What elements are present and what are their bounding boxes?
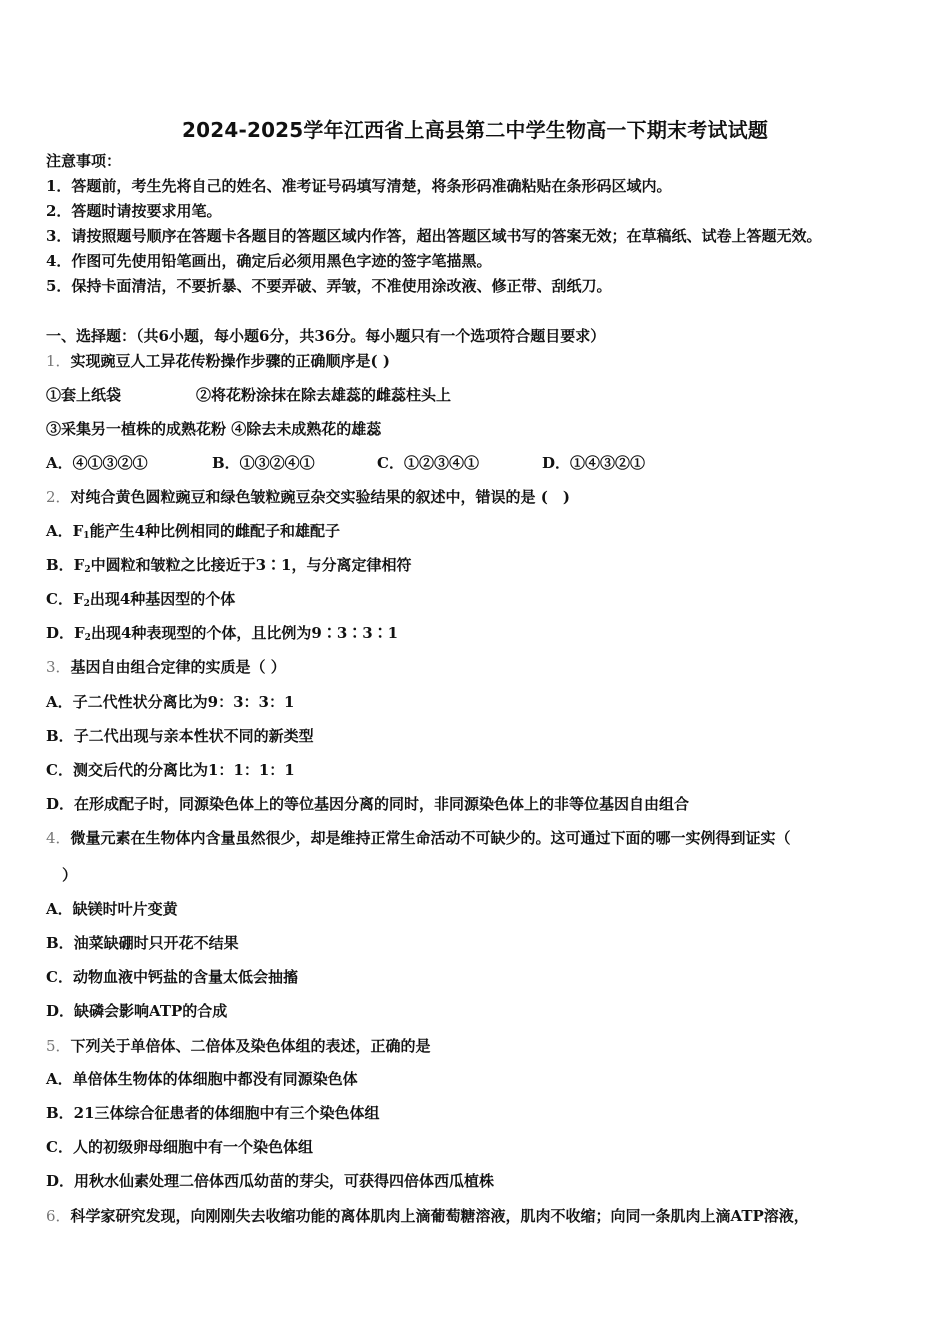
question-stem: 基因自由组合定律的实质是（ ） xyxy=(70,658,286,676)
q2-option-d xyxy=(46,623,398,648)
q5-option-d: D．用秋水仙素处理二倍体西瓜幼苗的芽尖，可获得四倍体西瓜植株 xyxy=(46,1172,495,1190)
option-text: 能产生4种比例相同的雌配子和雄配子 xyxy=(89,522,341,540)
question-number: 5． xyxy=(46,1037,71,1055)
subscript: 2 xyxy=(83,599,90,609)
q3-option-a: A．子二代性状分离比为9：3：3：1 xyxy=(46,693,295,711)
question-2 xyxy=(46,487,570,507)
question-number: 6． xyxy=(46,1207,71,1225)
option-prefix: D．F xyxy=(46,624,85,642)
q1-option-a: A．④①③②① xyxy=(46,454,148,472)
q4-option-b: B．油菜缺硼时只开花不结果 xyxy=(46,934,239,952)
option-prefix: B．F xyxy=(46,556,85,574)
subscript: 1 xyxy=(83,531,90,541)
question-number: 2． xyxy=(46,488,71,506)
q2-option-b xyxy=(46,555,411,580)
q1-option-b: B．①③②④① xyxy=(212,454,315,472)
question-number: 4． xyxy=(46,829,71,847)
q4-stem-end: ） xyxy=(62,866,78,884)
q3-option-b: B．子二代出现与亲本性状不同的新类型 xyxy=(46,727,314,745)
page-title: 2024-2025学年江西省上高县第二中学生物高一下期末考试试题 xyxy=(181,118,769,142)
question-stem: 下列关于单倍体、二倍体及染色体组的表述，正确的是 xyxy=(70,1037,431,1055)
section-heading: 一、选择题：（共6小题，每小题6分，共36分。每小题只有一个选项符合题目要求） xyxy=(46,327,606,345)
q5-option-c: C．人的初级卵母细胞中有一个染色体组 xyxy=(46,1138,313,1156)
notice-item: 1．答题前，考生先将自己的姓名、准考证号码填写清楚，将条形码准确粘贴在条形码区域内。 xyxy=(46,177,672,195)
question-6 xyxy=(46,1206,809,1226)
notice-item: 3．请按照题号顺序在答题卡各题目的答题区域内作答，超出答题区域书写的答案无效；在草稿纸、试卷上答题无效。 xyxy=(46,227,822,245)
q5-option-b: B．21三体综合征患者的体细胞中有三个染色体组 xyxy=(46,1104,380,1122)
q1-step-3-4: ③采集另一植株的成熟花粉 ④除去未成熟花的雄蕊 xyxy=(46,420,382,438)
option-text: 中圆粒和皱粒之比接近于3∶1，与分离定律相符 xyxy=(90,556,412,574)
question-number: 3． xyxy=(46,658,71,676)
notice-item: 5．保持卡面清洁，不要折暴、不要弄破、弄皱，不准使用涂改液、修正带、刮纸刀。 xyxy=(46,277,612,295)
q5-option-a: A．单倍体生物体的体细胞中都没有同源染色体 xyxy=(46,1070,358,1088)
q1-step-1: ①套上纸袋 xyxy=(46,386,122,404)
q4-option-c: C．动物血液中钙盐的含量太低会抽搐 xyxy=(46,968,298,986)
subscript: 2 xyxy=(84,565,91,575)
question-number: 1． xyxy=(46,352,71,370)
q2-option-c xyxy=(46,589,235,614)
question-5 xyxy=(46,1036,431,1056)
question-1 xyxy=(46,351,390,371)
option-text: 出现4种表现型的个体，且比例为9∶3∶3∶1 xyxy=(90,624,399,642)
q3-option-d: D．在形成配子时，同源染色体上的等位基因分离的同时，非同源染色体上的非等位基因自由组合 xyxy=(46,795,690,813)
q3-option-c: C．测交后代的分离比为1：1：1：1 xyxy=(46,761,295,779)
subscript: 2 xyxy=(84,633,91,643)
option-prefix: C．F xyxy=(46,590,84,608)
notice-item: 2．答题时请按要求用笔。 xyxy=(46,202,222,220)
notice-item: 4．作图可先使用铅笔画出，确定后必须用黑色字迹的签字笔描黑。 xyxy=(46,252,492,270)
option-prefix: A．F xyxy=(46,522,84,540)
option-text: 出现4种基因型的个体 xyxy=(89,590,236,608)
question-4 xyxy=(46,828,791,848)
q1-step-2: ②将花粉涂抹在除去雄蕊的雌蕊柱头上 xyxy=(196,386,452,404)
q4-option-d: D．缺磷会影响ATP的合成 xyxy=(46,1002,228,1020)
q1-option-c: C．①②③④① xyxy=(377,454,479,472)
question-stem: 微量元素在生物体内含量虽然很少，却是维持正常生命活动不可缺少的。这可通过下面的哪一实例得到证实（ xyxy=(70,829,791,847)
question-3 xyxy=(46,657,286,677)
notice-heading: 注意事项： xyxy=(46,152,122,170)
question-stem: 对纯合黄色圆粒豌豆和绿色皱粒豌豆杂交实验结果的叙述中，错误的是 ( ) xyxy=(70,488,570,506)
q1-option-d: D．①④③②① xyxy=(542,454,646,472)
q4-option-a: A．缺镁时叶片变黄 xyxy=(46,900,178,918)
question-stem: 实现豌豆人工异花传粉操作步骤的正确顺序是( ) xyxy=(70,352,390,370)
question-stem: 科学家研究发现，向刚刚失去收缩功能的离体肌肉上滴葡萄糖溶液，肌肉不收缩；向同一条肌肉上滴ATP溶液， xyxy=(70,1207,809,1225)
q2-option-a xyxy=(46,521,340,546)
